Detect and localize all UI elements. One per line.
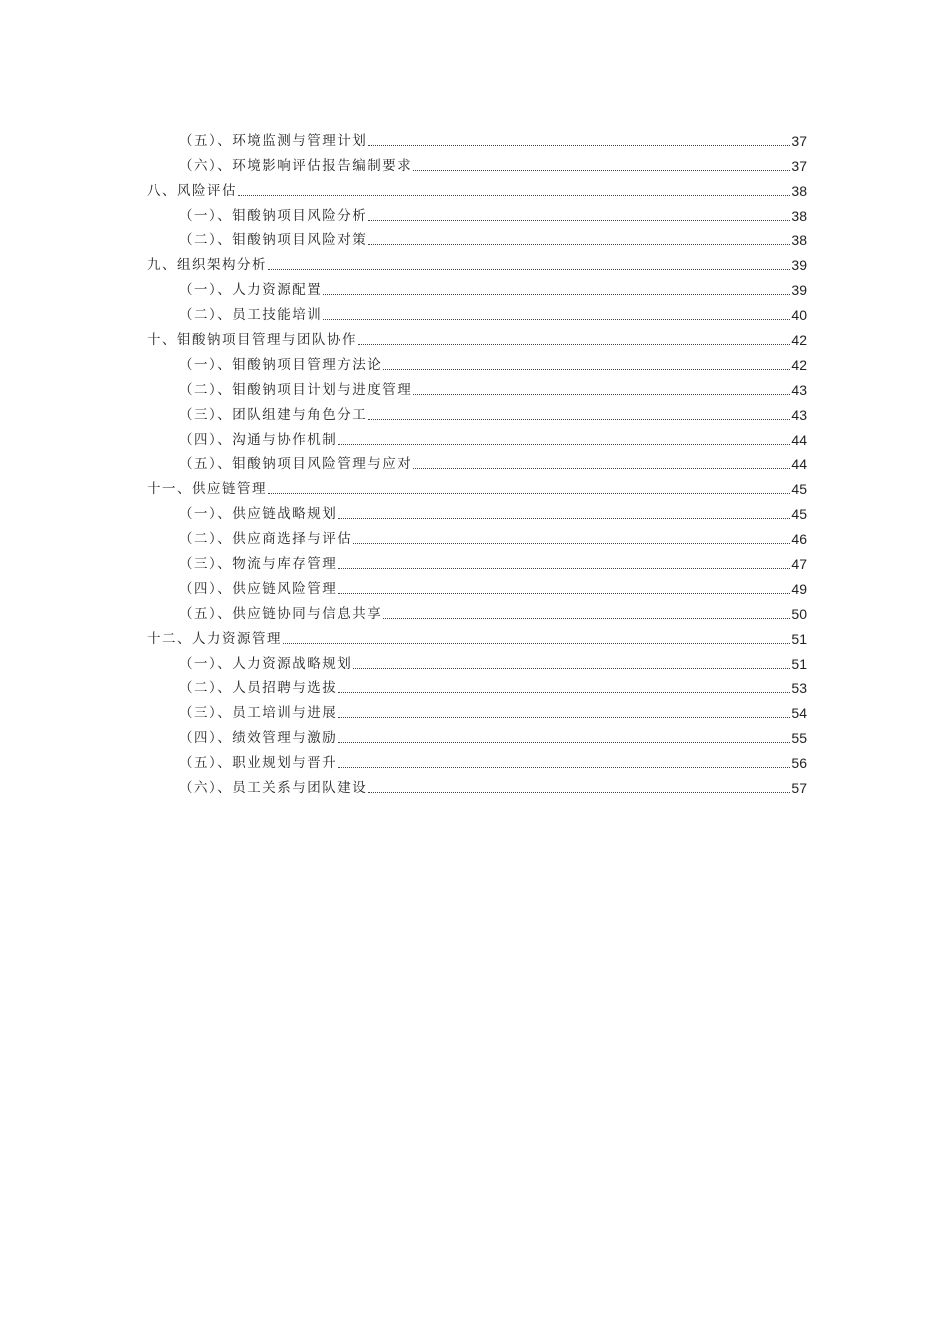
- toc-entry[interactable]: [147, 648, 807, 673]
- toc-entry[interactable]: [147, 449, 807, 474]
- toc-dot-leader: [338, 742, 790, 743]
- toc-entry-page: 37: [791, 157, 807, 174]
- toc-entry-page: 38: [791, 232, 807, 249]
- toc-entry-page: 38: [791, 207, 807, 224]
- toc-entry[interactable]: [147, 150, 807, 175]
- toc-entry-title: （二）、钼酸钠项目计划与进度管理: [179, 381, 413, 398]
- toc-entry-title: 十一、供应链管理: [147, 481, 267, 498]
- toc-dot-leader: [338, 593, 790, 594]
- toc-entry[interactable]: [147, 175, 807, 200]
- toc-dot-leader: [323, 294, 790, 295]
- toc-dot-leader: [383, 618, 790, 619]
- toc-dot-leader: [338, 717, 790, 718]
- toc-entry-page: 45: [791, 506, 807, 523]
- toc-entry-page: 45: [791, 481, 807, 498]
- toc-dot-leader: [358, 344, 790, 345]
- toc-entry-title: （五）、环境监测与管理计划: [179, 132, 368, 149]
- toc-dot-leader: [238, 195, 790, 196]
- toc-entry[interactable]: [147, 274, 807, 299]
- toc-entry[interactable]: [147, 125, 807, 150]
- toc-dot-leader: [413, 468, 790, 469]
- toc-entry-page: 42: [791, 356, 807, 373]
- toc-entry[interactable]: [147, 200, 807, 225]
- toc-entry-title: （六）、环境影响评估报告编制要求: [179, 157, 413, 174]
- toc-entry[interactable]: [147, 249, 807, 274]
- toc-entry-page: 43: [791, 381, 807, 398]
- toc-dot-leader: [368, 244, 790, 245]
- toc-dot-leader: [338, 767, 790, 768]
- toc-entry[interactable]: [147, 598, 807, 623]
- toc-entry-title: （三）、员工培训与进展: [179, 705, 338, 722]
- toc-entry-page: 40: [791, 307, 807, 324]
- toc-dot-leader: [383, 369, 790, 370]
- toc-entry[interactable]: [147, 722, 807, 747]
- toc-entry-page: 39: [791, 257, 807, 274]
- toc-entry-page: 53: [791, 680, 807, 697]
- toc-entry-title: 十二、人力资源管理: [147, 630, 282, 647]
- toc-entry-page: 37: [791, 132, 807, 149]
- toc-entry-page: 46: [791, 531, 807, 548]
- toc-entry[interactable]: [147, 473, 807, 498]
- toc-dot-leader: [368, 419, 790, 420]
- toc-entry-title: （一）、钼酸钠项目管理方法论: [179, 356, 383, 373]
- toc-entry[interactable]: [147, 523, 807, 548]
- toc-entry-title: （二）、供应商选择与评估: [179, 531, 353, 548]
- toc-entry-page: 50: [791, 605, 807, 622]
- toc-entry-page: 56: [791, 755, 807, 772]
- toc-entry[interactable]: [147, 374, 807, 399]
- toc-entry-title: （三）、团队组建与角色分工: [179, 406, 368, 423]
- toc-entry-page: 39: [791, 282, 807, 299]
- toc-dot-leader: [323, 319, 790, 320]
- toc-entry-page: 51: [791, 630, 807, 647]
- toc-entry[interactable]: [147, 399, 807, 424]
- toc-dot-leader: [268, 493, 790, 494]
- toc-entry-page: 55: [791, 730, 807, 747]
- toc-entry-page: 42: [791, 332, 807, 349]
- toc-entry-title: （一）、钼酸钠项目风险分析: [179, 207, 368, 224]
- toc-entry-page: 44: [791, 431, 807, 448]
- toc-entry-title: （二）、钼酸钠项目风险对策: [179, 232, 368, 249]
- toc-entry-page: 51: [791, 655, 807, 672]
- toc-dot-leader: [338, 444, 790, 445]
- toc-entry-page: 54: [791, 705, 807, 722]
- toc-entry[interactable]: [147, 299, 807, 324]
- toc-entry-page: 57: [791, 780, 807, 797]
- toc-dot-leader: [368, 792, 790, 793]
- toc-entry-title: （五）、供应链协同与信息共享: [179, 605, 383, 622]
- toc-dot-leader: [338, 568, 790, 569]
- toc-entry[interactable]: [147, 623, 807, 648]
- toc-entry[interactable]: [147, 498, 807, 523]
- toc-dot-leader: [338, 518, 790, 519]
- toc-entry-title: 八、风险评估: [147, 182, 237, 199]
- toc-entry-page: 44: [791, 456, 807, 473]
- toc-dot-leader: [368, 220, 790, 221]
- toc-entry-title: 十、钼酸钠项目管理与团队协作: [147, 332, 357, 349]
- toc-entry-title: （四）、沟通与协作机制: [179, 431, 338, 448]
- toc-entry-page: 38: [791, 182, 807, 199]
- toc-entry[interactable]: [147, 673, 807, 698]
- toc-entry-title: （二）、人员招聘与选拔: [179, 680, 338, 697]
- toc-dot-leader: [413, 170, 790, 171]
- toc-dot-leader: [353, 543, 790, 544]
- toc-entry-title: （四）、绩效管理与激励: [179, 730, 338, 747]
- toc-dot-leader: [283, 643, 790, 644]
- toc-entry[interactable]: [147, 424, 807, 449]
- toc-entry-title: （一）、人力资源战略规划: [179, 655, 353, 672]
- toc-entry[interactable]: [147, 324, 807, 349]
- toc-entry[interactable]: [147, 747, 807, 772]
- toc-entry-title: 九、组织架构分析: [147, 257, 267, 274]
- toc-entry[interactable]: [147, 349, 807, 374]
- toc-entry-title: （六）、员工关系与团队建设: [179, 780, 368, 797]
- toc-entry-page: 47: [791, 556, 807, 573]
- toc-entry-title: （五）、职业规划与晋升: [179, 755, 338, 772]
- toc-dot-leader: [353, 668, 790, 669]
- toc-dot-leader: [413, 394, 790, 395]
- toc-entry-title: （三）、物流与库存管理: [179, 556, 338, 573]
- toc-entry[interactable]: [147, 573, 807, 598]
- toc-dot-leader: [368, 145, 790, 146]
- toc-dot-leader: [338, 692, 790, 693]
- table-of-contents: [147, 125, 807, 797]
- toc-entry-title: （五）、钼酸钠项目风险管理与应对: [179, 456, 413, 473]
- toc-entry[interactable]: [147, 548, 807, 573]
- toc-entry-title: （四）、供应链风险管理: [179, 580, 338, 597]
- toc-entry[interactable]: [147, 225, 807, 250]
- toc-entry-page: 49: [791, 580, 807, 597]
- toc-entry-title: （二）、员工技能培训: [179, 307, 323, 324]
- toc-dot-leader: [268, 269, 790, 270]
- toc-entry-title: （一）、供应链战略规划: [179, 506, 338, 523]
- toc-entry-page: 43: [791, 406, 807, 423]
- toc-entry-title: （一）、人力资源配置: [179, 282, 323, 299]
- toc-entry[interactable]: [147, 697, 807, 722]
- toc-entry[interactable]: [147, 772, 807, 797]
